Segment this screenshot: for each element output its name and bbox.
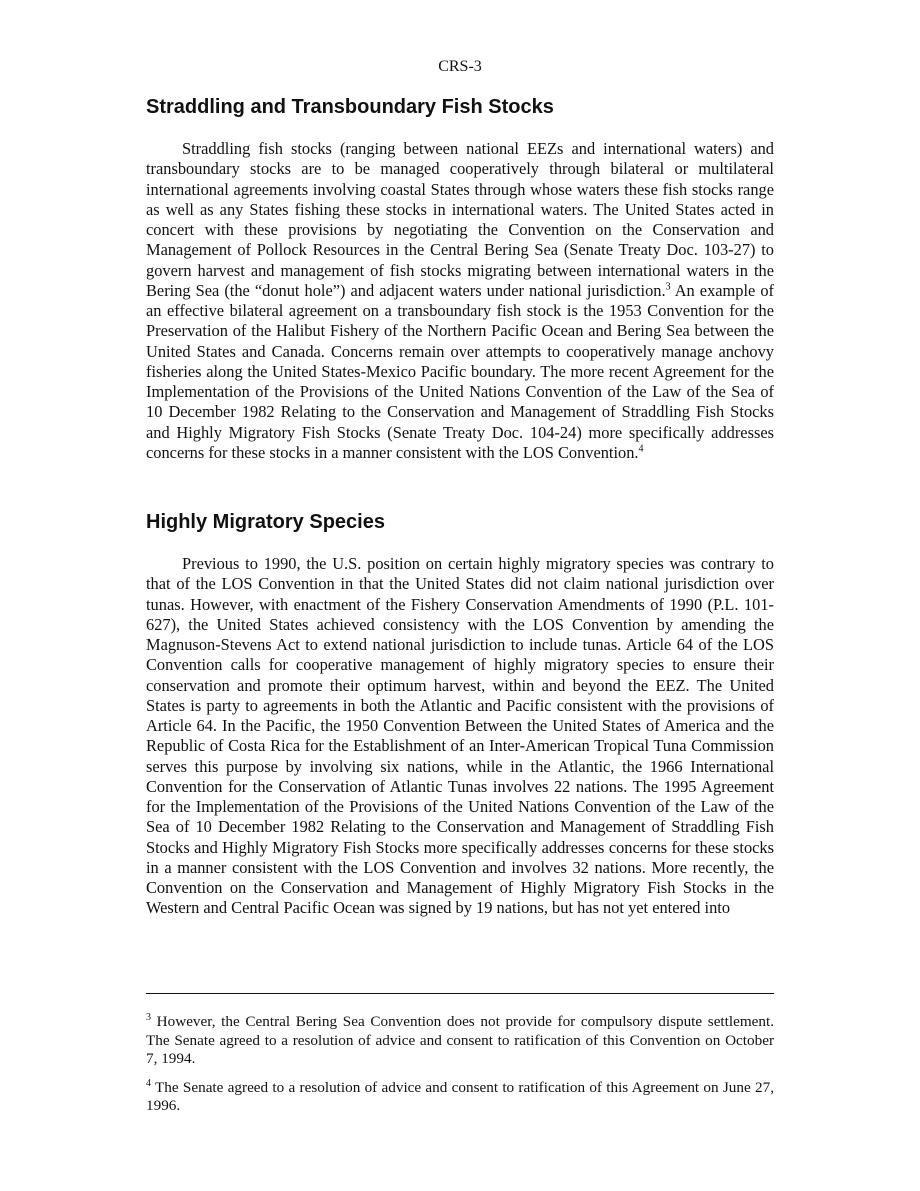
footnote-number: 3 [146, 1011, 151, 1023]
section-heading-highly-migratory: Highly Migratory Species [146, 511, 385, 533]
footnote-reference[interactable]: 3 [665, 281, 671, 293]
footnotes [146, 1013, 774, 1116]
footnote-text: However, the Central Bering Sea Convention does not provide for compulsory dispute settlement. The Senate agreed to a resolution of advice and consent to ratification of this Convention on October 7, 1994. [146, 1013, 774, 1067]
paragraph: Previous to 1990, the U.S. position on certain highly migratory species was contrary to that of the LOS Convention in that the United States did not claim national jurisdiction over tunas. However, with enactment of the Fishery Conservation Amendments of 1990 (P.L. 101-627), the United States achieved consistency with the LOS Convention by amending the Magnuson-Stevens Act to extend national jurisdiction to include tunas. Article 64 of the LOS Convention calls for cooperative management of highly migratory species to ensure their conservation and promote their optimum harvest, within and beyond the EEZ. The United States is party to agreements in both the Atlantic and Pacific consistent with the provisions of Article 64. In the Pacific, the 1950 Convention Between the United States of America and the Republic of Costa Rica for the Establishment of an Inter-American Tropical Tuna Commission serves this purpose by involving six nations, while in the Atlantic, the 1966 International Convention for the Conservation of Atlantic Tunas involves 22 nations. The 1995 Agreement for the Implementation of the Provisions of the United Nations Convention of the Law of the Sea of 10 December 1982 Relating to the Conservation and Management of Straddling Fish Stocks and Highly Migratory Fish Stocks more specifically addresses concerns for these stocks in a manner consistent with the LOS Convention and involves 32 nations. More recently, the Convention on the Conservation and Management of Highly Migratory Fish Stocks in the Western and Central Pacific Ocean was signed by 19 nations, but has not yet entered into [146, 554, 774, 918]
footnote-text: The Senate agreed to a resolution of advice and consent to ratification of this Agreement on June 27, 1996. [146, 1078, 774, 1114]
page-header: CRS-3 [438, 58, 482, 75]
section-body-highly-migratory [146, 554, 774, 919]
paragraph [146, 139, 774, 463]
footnote-3 [146, 1013, 774, 1069]
section-heading-straddling: Straddling and Transboundary Fish Stocks [146, 96, 554, 118]
footnote-separator [146, 993, 774, 994]
paragraph-text: An example of an effective bilateral agreement on a transboundary fish stock is the 1953 Convention for the Preservation of the Halibut Fishery of the Northern Pacific Ocean and Bering Sea between the United States and Canada. Concerns remain over attempts to cooperatively manage anchovy fisheries along the United States-Mexico Pacific boundary. The more recent Agreement for the Implementation of the Provisions of the United Nations Convention of the Law of the Sea of 10 December 1982 Relating to the Conservation and Management of Straddling Fish Stocks and Highly Migratory Fish Stocks (Senate Treaty Doc. 104-24) more specifically addresses concerns for these stocks in a manner consistent with the LOS Convention. [146, 280, 774, 462]
footnote-number: 4 [146, 1077, 151, 1089]
footnote-reference[interactable]: 4 [638, 443, 644, 455]
footnote-4 [146, 1079, 774, 1116]
paragraph-text: Straddling fish stocks (ranging between national EEZs and international waters) and transboundary stocks are to be managed cooperatively through bilateral or multilateral international agreements involving coastal States through whose waters these fish stocks range as well as any States fishing these stocks in international waters. The United States acted in concert with these provisions by negotiating the Convention on the Conservation and Management of Pollock Resources in the Central Bering Sea (Senate Treaty Doc. 103-27) to govern harvest and management of fish stocks migrating between international waters in the Bering Sea (the “donut hole”) and adjacent waters under national jurisdiction. [146, 139, 774, 300]
section-body-straddling [146, 139, 774, 463]
